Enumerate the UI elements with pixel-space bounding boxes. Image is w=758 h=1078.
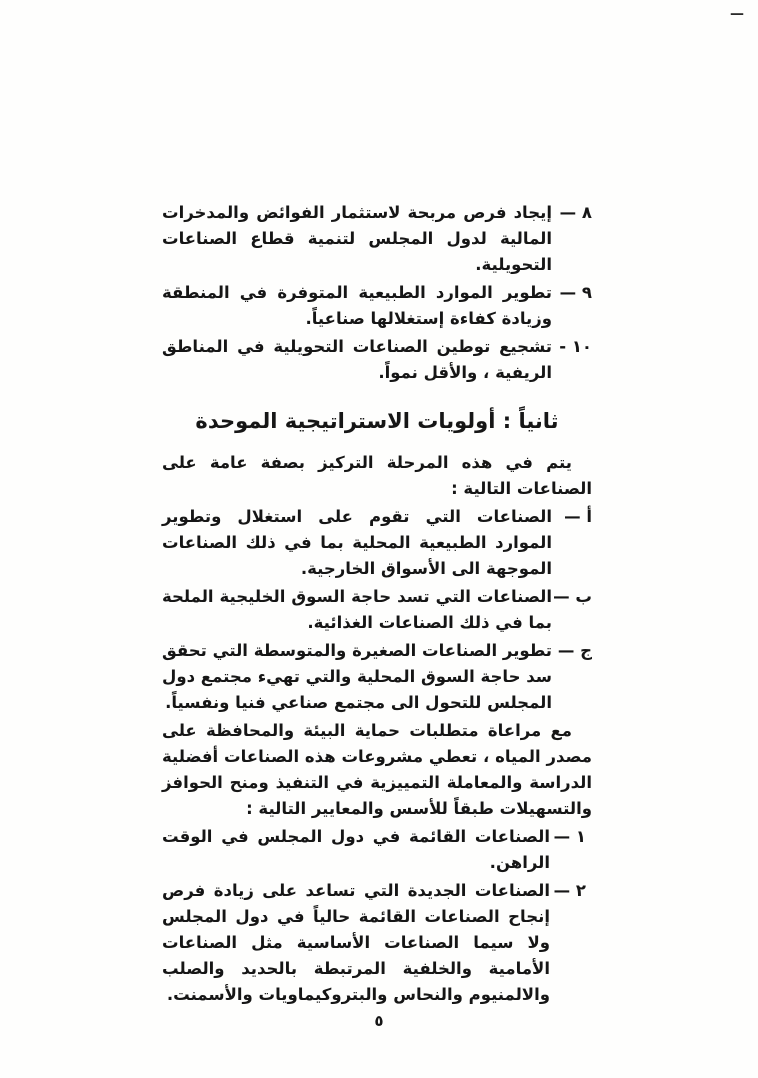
item-number: ٩ —	[559, 283, 592, 302]
list-item	[162, 200, 592, 278]
body-paragraph: مع مراعاة متطلبات حماية البيئة والمحافظة على مصدر المياه ، تعطي مشروعات هذه الصناعات أفضلية الدراسة والمعاملة التمييزية في التنفيذ ومنح الحوافز والتسهيلات طبقاً للأسس والمعايير التالية :	[162, 721, 592, 818]
criteria-list	[162, 824, 586, 1008]
item-number: ٢ —	[553, 881, 586, 900]
corner-dash-mark: —	[730, 6, 744, 22]
page-content	[162, 200, 592, 1010]
item-text: تشجيع توطين الصناعات التحويلية في المناطق الريفية ، والأقل نمواً.	[162, 337, 552, 382]
item-number: ٨ —	[559, 203, 592, 222]
item-text: الصناعات الجديدة التي تساعد على زيادة فرص إنجاح الصناعات القائمة حالياً في دول المجلس ولا سيما الصناعات الأساسية مثل الصناعات الأمامية والخلفية المرتبطة بالحديد والصلب والالمنيوم والنحاس والبتروكيماويات والأسمنت.	[162, 881, 550, 1004]
list-item	[162, 638, 592, 716]
item-text: تطوير الموارد الطبيعية المتوفرة في المنطقة وزيادة كفاءة إستغلالها صناعياً.	[162, 283, 552, 328]
list-item	[162, 504, 592, 582]
intro-paragraph: يتم في هذه المرحلة التركيز بصفة عامة على الصناعات التالية :	[162, 453, 592, 498]
section-heading: ثانياً : أولويات الاستراتيجية الموحدة	[195, 409, 559, 433]
list-item	[162, 878, 586, 1008]
item-text: الصناعات التي تقوم على استغلال وتطوير الموارد الطبيعية المحلية بما في ذلك الصناعات الموجهة الى الأسواق الخارجية.	[162, 507, 552, 578]
item-text: الصناعات التي تسد حاجة السوق الخليجية الملحة بما في ذلك الصناعات الغذائية.	[162, 587, 552, 632]
item-text: تطوير الصناعات الصغيرة والمتوسطة التي تحقق سد حاجة السوق المحلية والتي تهيء مجتمع دول المجلس للتحول الى مجتمع صناعي فنيا ونفسياً.	[162, 641, 552, 712]
list-item	[162, 584, 592, 636]
item-number: ١ —	[553, 827, 586, 846]
item-number: ١٠ -	[559, 337, 592, 356]
list-item	[162, 280, 592, 332]
item-letter: ج —	[557, 641, 592, 660]
item-letter: أ —	[564, 507, 592, 526]
item-text: الصناعات القائمة في دول المجلس في الوقت الراهن.	[162, 827, 550, 872]
list-item	[162, 334, 592, 386]
item-text: إيجاد فرص مربحة لاستثمار الفوائض والمدخرات المالية لدول المجلس لتنمية قطاع الصناعات التحويلية.	[162, 203, 552, 274]
list-item	[162, 824, 586, 876]
item-letter: ب —	[553, 587, 592, 606]
page-number: ٥	[374, 1012, 384, 1030]
